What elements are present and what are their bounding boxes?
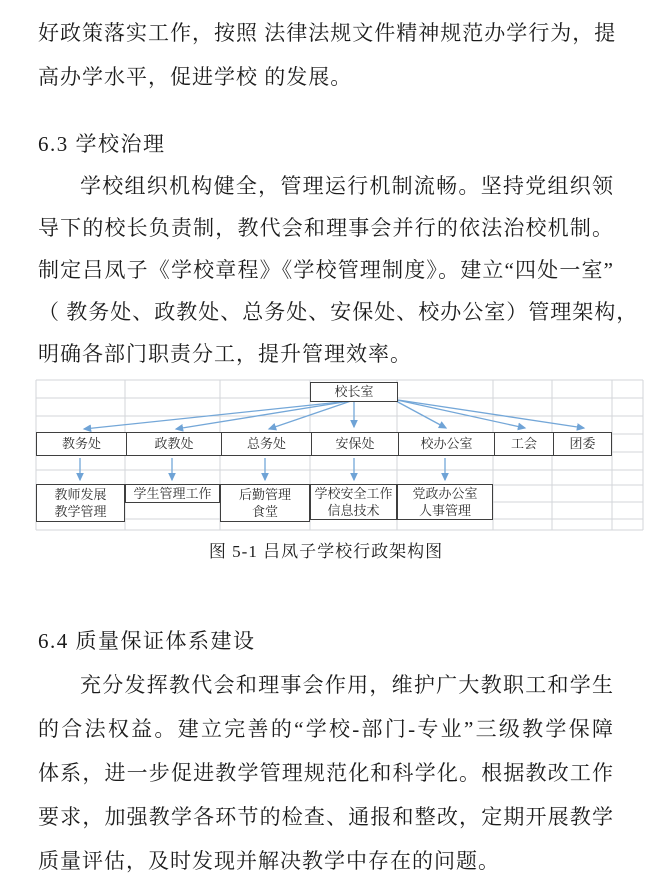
- org-box-political-education: 政教处: [126, 433, 221, 455]
- org-box-line: 党政办公室: [412, 486, 478, 501]
- intro-line-1: 好政策落实工作，按照 法律法规文件精神规范办学行为，提: [38, 21, 617, 45]
- org-box-youth-league: 团委: [553, 433, 611, 455]
- section-6-4-line-4: 要求，加强教学各环节的检查、通报和整改，定期开展教学: [38, 805, 614, 829]
- intro-paragraph: [38, 11, 617, 99]
- org-box-principal-office: 校长室: [310, 382, 398, 402]
- section-6-3-line-5: 明确各部门职责分工，提升管理效率。: [38, 342, 412, 366]
- org-box-party-admin-office: [397, 484, 493, 520]
- org-box-school-safety: [310, 484, 397, 520]
- section-6-3-line-2: 导下的校长负责制，教代会和理事会并行的依法治校机制。: [38, 216, 614, 240]
- section-6-4-line-3: 体系，进一步促进教学管理规范化和科学化。根据教改工作: [38, 761, 614, 785]
- org-chart-figure: [30, 378, 646, 534]
- section-6-4-line-2: 的合法权益。建立完善的“学校-部门-专业”三级教学保障: [38, 717, 614, 741]
- org-box-labor-union: 工会: [494, 433, 553, 455]
- org-box-school-office: 校办公室: [398, 433, 494, 455]
- org-box-line: 后勤管理: [238, 487, 291, 502]
- org-box-line: 人事管理: [418, 503, 471, 518]
- intro-line-2: 高办学水平，促进学校 的发展。: [38, 65, 353, 89]
- org-box-line: 教学管理: [54, 504, 107, 519]
- section-6-4-paragraph: [38, 663, 614, 875]
- section-6-3-line-4: （ 教务处、政教处、总务处、安保处、校办公室）管理架构，: [38, 300, 639, 324]
- section-6-3-paragraph: [38, 165, 639, 375]
- section-6-3-line-3: 制定吕凤子《学校章程》《学校管理制度》。建立“四处一室”: [38, 258, 614, 282]
- figure-caption: 图 5-1 吕凤子学校行政架构图: [208, 542, 444, 561]
- org-box-security: 安保处: [311, 433, 398, 455]
- org-box-general-affairs: 总务处: [221, 433, 311, 455]
- section-6-4-line-1: 充分发挥教代会和理事会作用，维护广大教职工和学生: [80, 673, 614, 697]
- section-6-4-heading: 6.4 质量保证体系建设: [38, 629, 256, 653]
- org-box-line: 食堂: [251, 504, 278, 519]
- section-6-4-line-5: 质量评估，及时发现并解决教学中存在的问题。: [38, 849, 500, 873]
- section-6-3-line-1: 学校组织机构健全，管理运行机制流畅。坚持党组织领: [80, 174, 614, 198]
- org-box-line: 信息技术: [327, 503, 380, 518]
- org-box-line: 学校安全工作: [314, 486, 393, 501]
- section-6-3-heading: 6.3 学校治理: [38, 132, 166, 156]
- org-row-departments: [36, 432, 612, 456]
- org-box-logistics: [220, 484, 310, 522]
- org-box-teacher-development: [36, 484, 125, 522]
- org-box-line: 学生管理工作: [133, 486, 212, 501]
- org-box-academic-affairs: 教务处: [61, 436, 101, 451]
- org-box-line: 教师发展: [54, 487, 107, 502]
- org-box-student-management: [125, 484, 220, 503]
